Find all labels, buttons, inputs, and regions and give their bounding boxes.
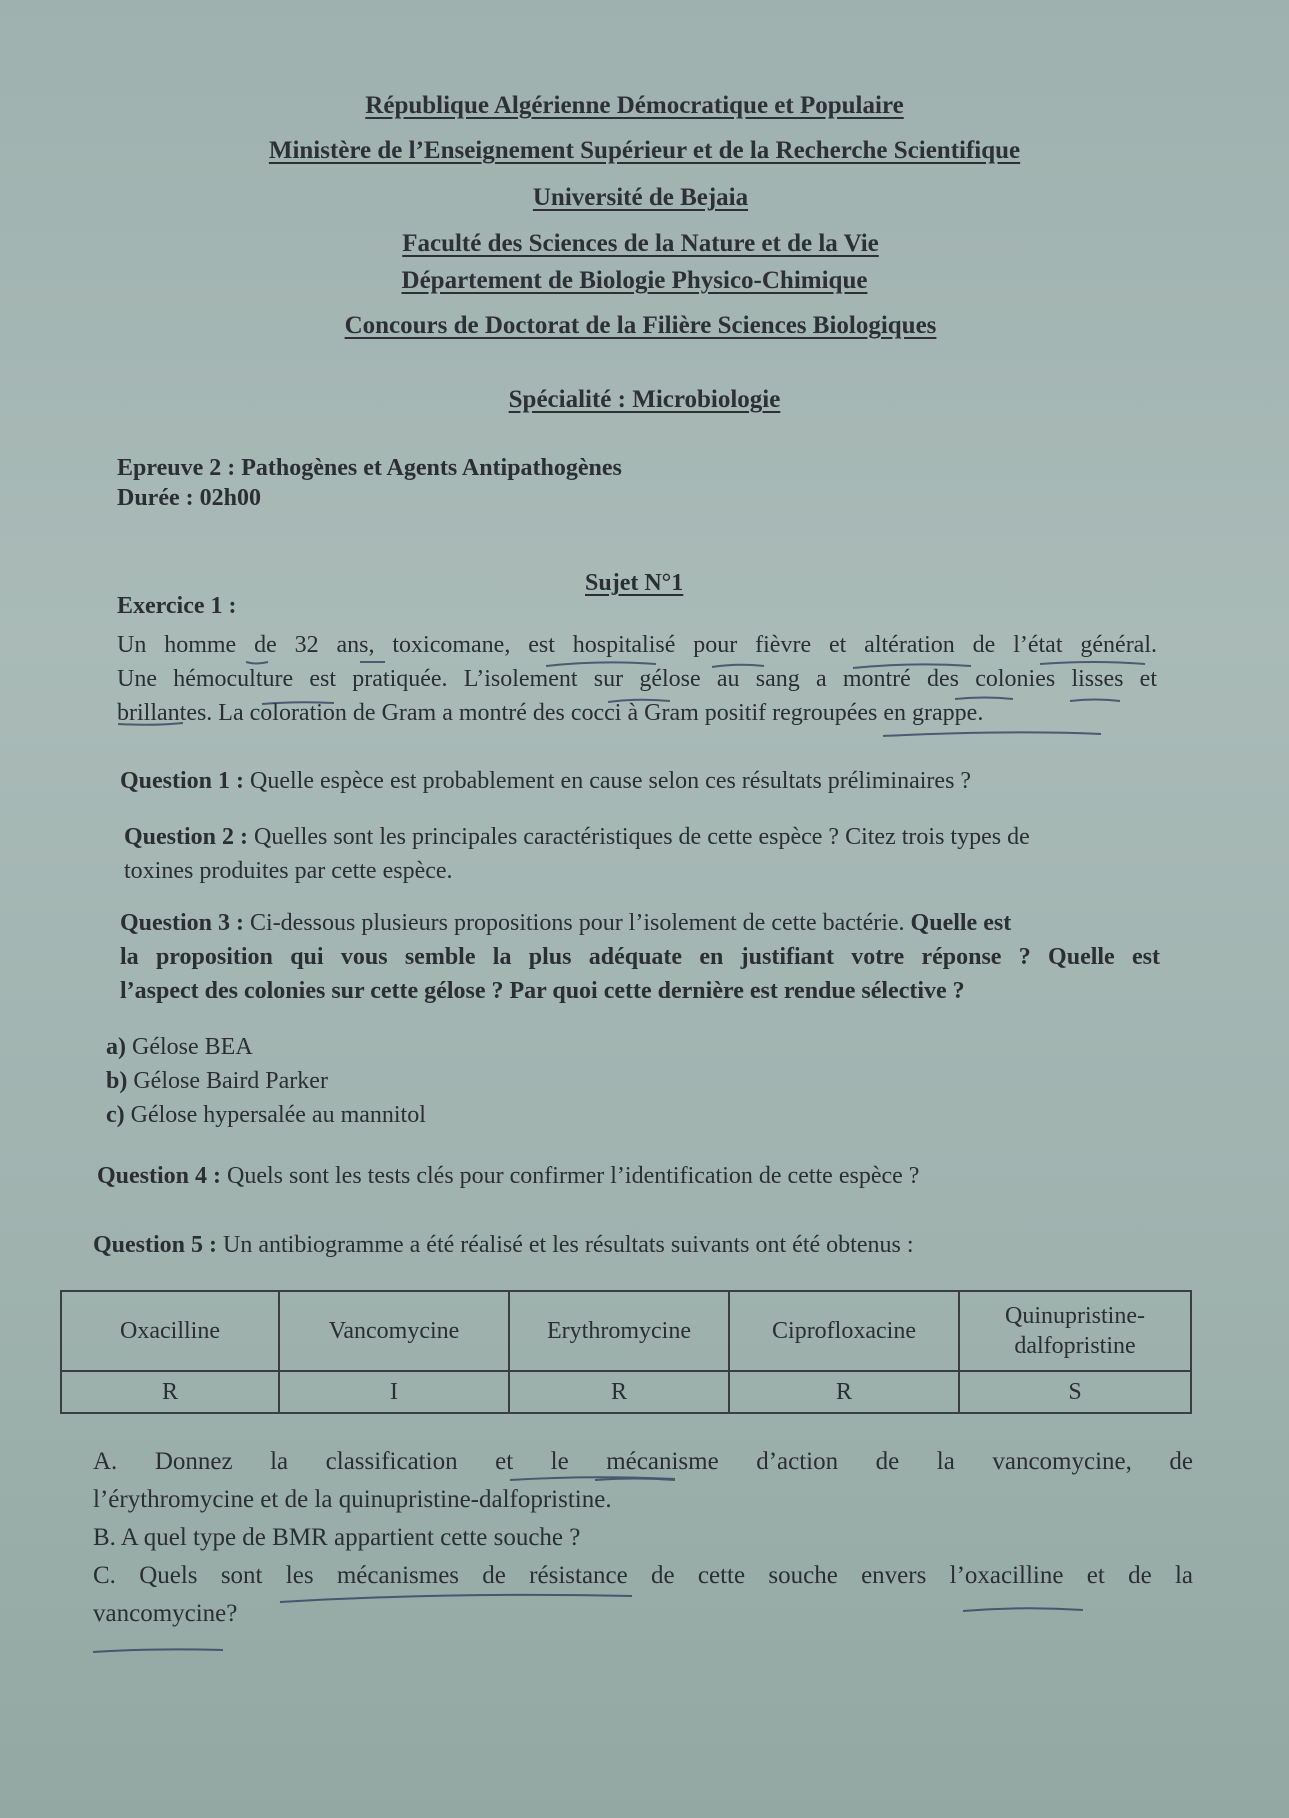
- question-label: Question 1 :: [120, 768, 245, 794]
- question-text: Quelle espèce est probablement en cause selon ces résultats préliminaires ?: [250, 768, 972, 794]
- sub-question-b: B. A quel type de BMR appartient cette souche ?: [93, 1524, 581, 1551]
- question-text: Quelles sont les principales caractéristiques de cette espèce ? Citez trois types de: [254, 824, 1030, 850]
- table-cell: S: [959, 1371, 1191, 1413]
- case-line: Une hémoculture est pratiquée. L’isolement sur gélose au sang a montré des colonies lisses et: [117, 666, 1157, 692]
- epreuve-title: Epreuve 2 : Pathogènes et Agents Antipathogènes: [117, 455, 622, 481]
- antibiogram-table: [60, 1290, 1192, 1414]
- question-label: Question 4 :: [97, 1163, 222, 1189]
- pen-underline: [883, 732, 1101, 736]
- option-item: c) Gélose hypersalée au mannitol: [106, 1102, 426, 1128]
- case-line: Un homme de 32 ans, toxicomane, est hospitalisé pour fièvre et altération de l’état général.: [117, 632, 1157, 658]
- option-item: a) Gélose BEA: [106, 1034, 253, 1060]
- option-item: b) Gélose Baird Parker: [106, 1068, 328, 1094]
- case-description: [117, 628, 1157, 730]
- table-cell: R: [61, 1371, 279, 1413]
- table-cell: I: [279, 1371, 509, 1413]
- header-republic: République Algérienne Démocratique et Populaire: [365, 92, 904, 119]
- header-contest: Concours de Doctorat de la Filière Sciences Biologiques: [344, 312, 937, 339]
- duree-label: Durée : 02h00: [117, 485, 261, 511]
- sub-question-c-cont: vancomycine?: [93, 1600, 238, 1627]
- question-label: Question 5 :: [93, 1232, 218, 1258]
- table-header-cell: Oxacilline: [61, 1291, 279, 1371]
- sub-questions: [93, 1443, 1193, 1633]
- question-text: Quels sont les tests clés pour confirmer l’identification de cette espèce ?: [227, 1163, 920, 1189]
- sub-question-a-cont: l’érythromycine et de la quinupristine-dalfopristine.: [93, 1486, 612, 1513]
- header-ministry: Ministère de l’Enseignement Supérieur et de la Recherche Scientifique: [268, 137, 1021, 164]
- exercice-title: Exercice 1 :: [117, 593, 237, 619]
- question-text: toxines produites par cette espèce.: [124, 858, 453, 884]
- table-cell: R: [509, 1371, 729, 1413]
- case-line: brillantes. La coloration de Gram a montré des cocci à Gram positif regroupées en grappe.: [117, 700, 984, 726]
- table-row: [61, 1371, 1191, 1413]
- question-2: [124, 820, 1144, 888]
- question-1: [120, 768, 971, 795]
- sujet-title: Sujet N°1: [585, 570, 684, 596]
- sub-question-a: A. Donnez la classification et le mécanisme d’action de la vancomycine, de: [93, 1448, 1193, 1475]
- sub-question-c: C. Quels sont les mécanismes de résistance de cette souche envers l’oxacilline et de la: [93, 1562, 1193, 1589]
- pen-underline: [93, 1649, 223, 1652]
- header-faculty: Faculté des Sciences de la Nature et de la Vie: [402, 230, 879, 257]
- table-header-row: [61, 1291, 1191, 1371]
- question-label: Question 3 :: [120, 910, 245, 936]
- question-5: [93, 1232, 913, 1259]
- question-3: [120, 906, 1160, 1008]
- question-text: Un antibiogramme a été réalisé et les résultats suivants ont été obtenus :: [223, 1232, 914, 1258]
- question-text: la proposition qui vous semble la plus adéquate en justifiant votre réponse ? Quelle est: [120, 944, 1160, 970]
- question-text: Ci-dessous plusieurs propositions pour l’isolement de cette bactérie.: [250, 910, 905, 936]
- header-university: Université de Bejaia: [532, 184, 749, 211]
- question-text: Quelle est: [910, 910, 1012, 936]
- options-list: [106, 1030, 606, 1132]
- table-cell: R: [729, 1371, 959, 1413]
- table-header-cell: Erythromycine: [509, 1291, 729, 1371]
- question-label: Question 2 :: [124, 824, 249, 850]
- table-header-cell: Ciprofloxacine: [729, 1291, 959, 1371]
- specialite-title: Spécialité : Microbiologie: [508, 386, 781, 413]
- question-text: l’aspect des colonies sur cette gélose ? Par quoi cette dernière est rendue sélective ?: [120, 978, 965, 1004]
- header-department: Département de Biologie Physico-Chimique: [401, 267, 868, 294]
- question-4: [97, 1163, 919, 1190]
- table-header-cell: Vancomycine: [279, 1291, 509, 1371]
- table-header-cell: Quinupristine- dalfopristine: [959, 1291, 1191, 1371]
